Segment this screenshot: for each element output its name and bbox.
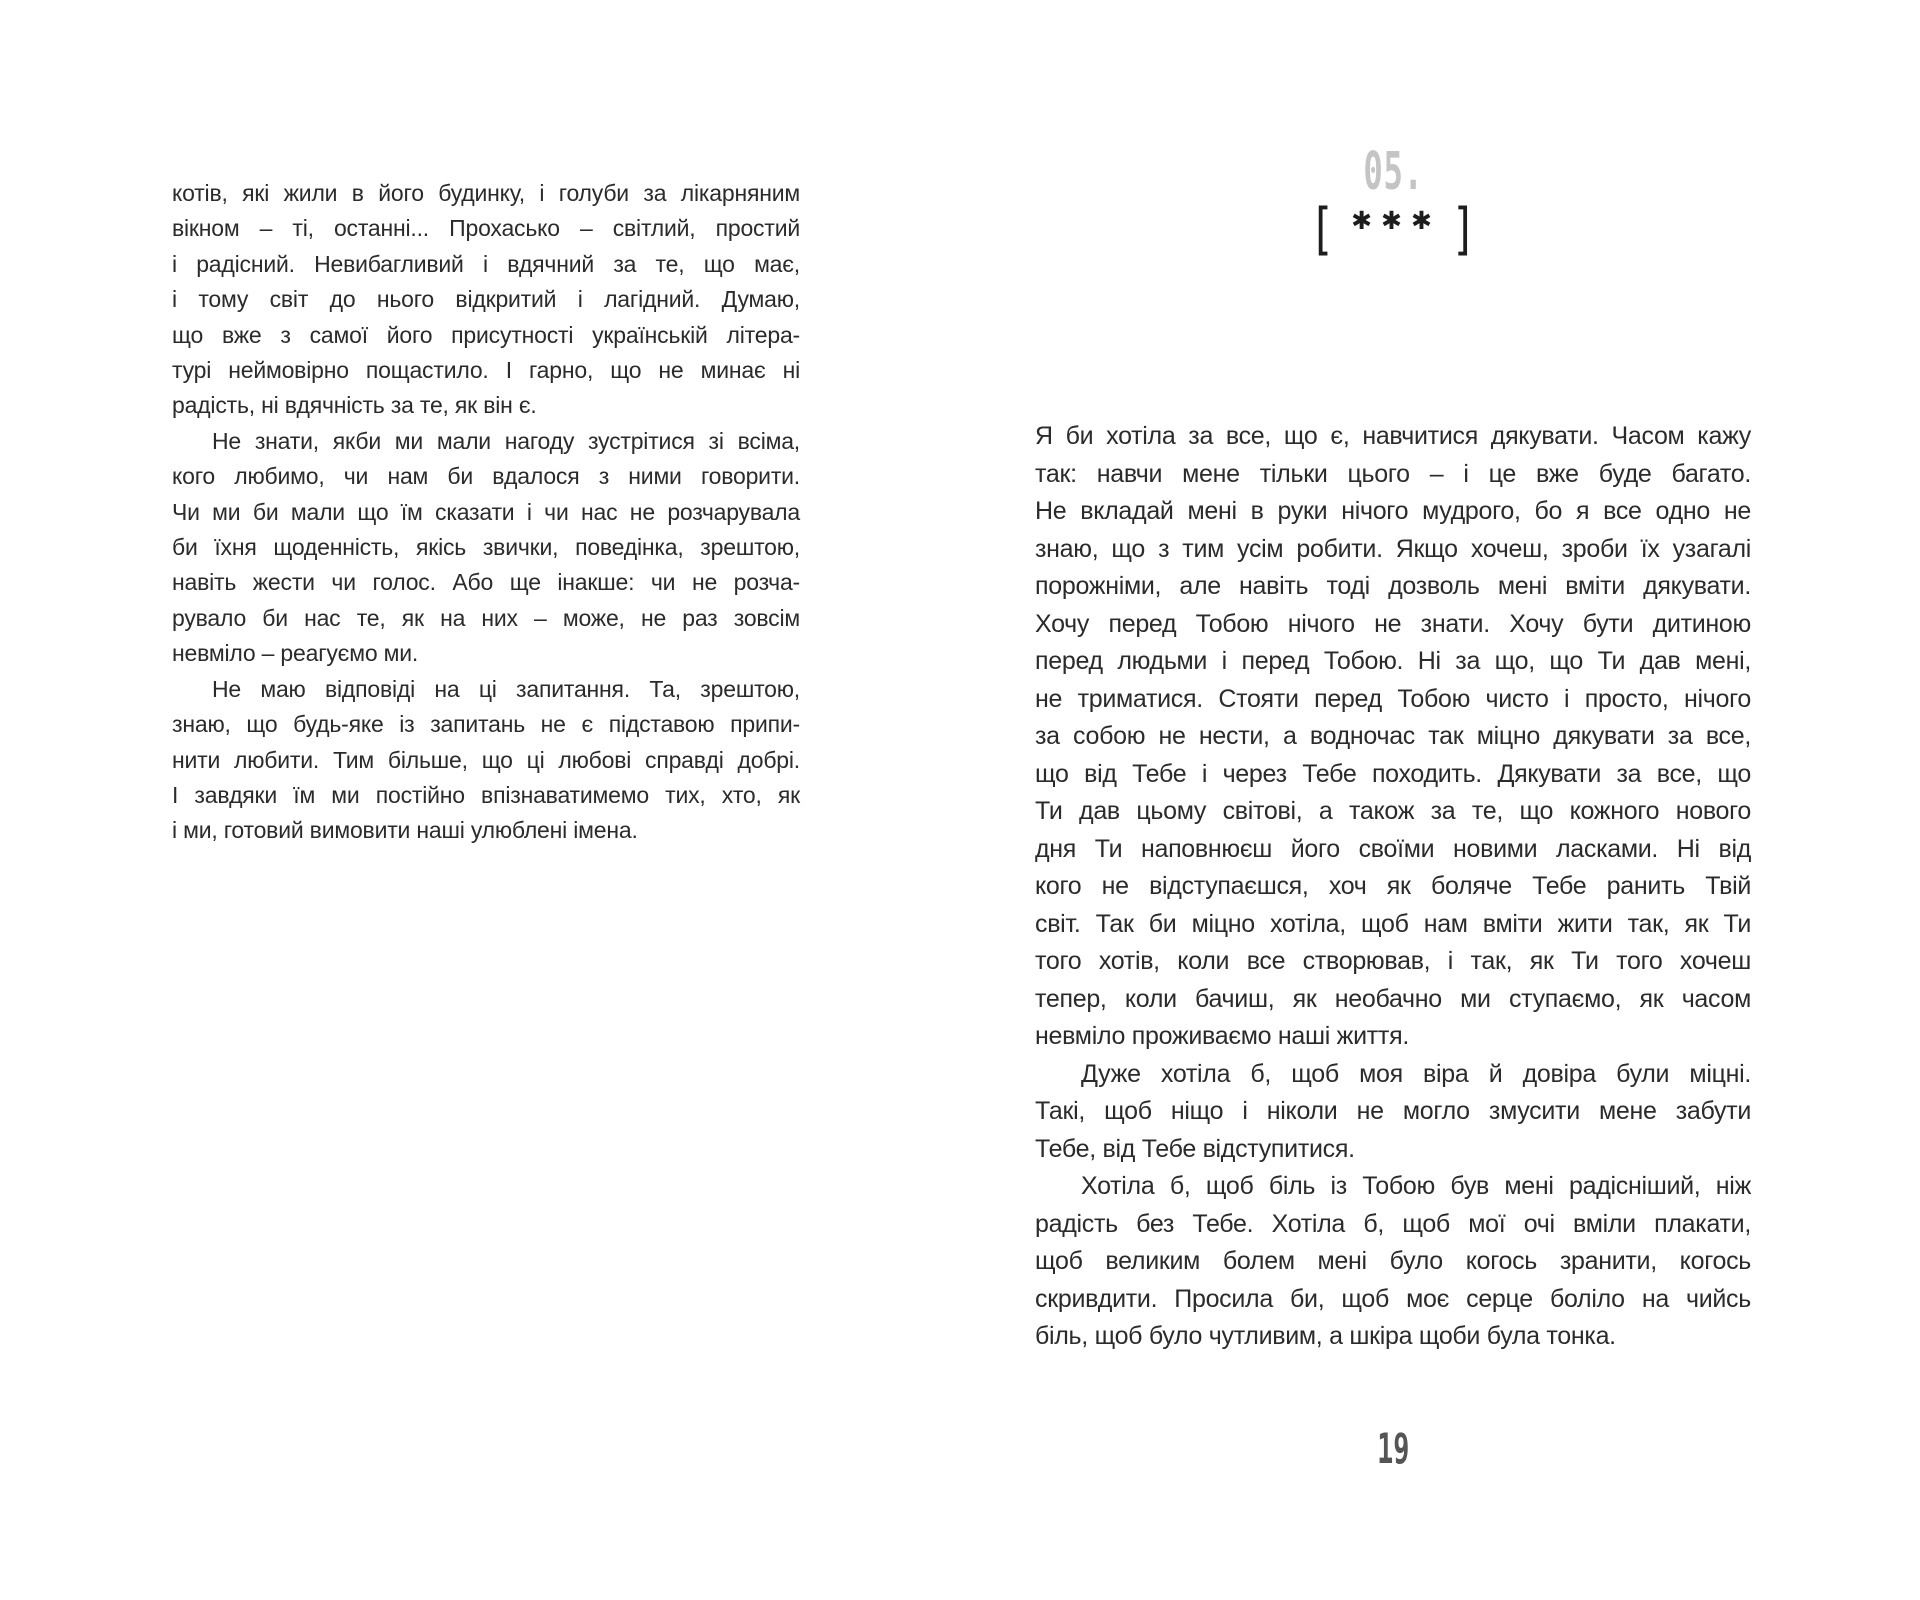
- text-line: щоб великим болем мені було когось зранити, когось: [1035, 1247, 1751, 1275]
- text-line: радість без Тебе. Хотіла б, щоб мої очі вміли плакати,: [1035, 1209, 1751, 1238]
- text-line: Тебе, від Тебе відступитися.: [1035, 1134, 1355, 1163]
- text-line: знаю, що з тим усім робити. Якщо хочеш, зроби їх узагалі: [1035, 534, 1751, 563]
- section-separator: [1035, 197, 1751, 262]
- text-line: так: навчи мене тільки цього – і це вже буде багато.: [1035, 459, 1751, 488]
- chapter-header: [1035, 142, 1751, 202]
- text-line: Хочу перед Тобою нічого не знати. Хочу бути дитиною: [1035, 609, 1751, 638]
- text-line: навіть жести чи голос. Або ще інакше: чи не розча-: [172, 569, 800, 596]
- text-line: турі неймовірно пощастило. І гарно, що не минає ні: [172, 357, 800, 384]
- text-line: вікном – ті, останні... Прохасько – світлий, простий: [172, 215, 800, 242]
- text-line: світ. Так би міцно хотіла, щоб нам вміти жити так, як Ти: [1035, 909, 1751, 938]
- text-line: порожніми, але навіть тоді дозволь мені вміти дякувати.: [1035, 572, 1751, 600]
- text-line: кого не відступаєшся, хоч як боляче Тебе ранить Твій: [1035, 872, 1751, 900]
- right-page-text: [1035, 418, 1751, 1356]
- section-mark-open-bracket: [: [1309, 197, 1335, 262]
- text-line: знаю, що будь-яке із запитань не є підставою припи-: [172, 711, 800, 738]
- text-line: невміло – реагуємо ми.: [172, 640, 419, 667]
- text-line: дня Ти наповнюєш його своїми новими ласками. Ні від: [1035, 834, 1751, 863]
- text-line: кого любимо, чи нам би вдалося з ними говорити.: [172, 463, 800, 490]
- text-line: біль, щоб було чутливим, а шкіра щоби була тонка.: [1035, 1322, 1616, 1350]
- text-line: котів, які жили в його будинку, і голуби за лікарняним: [172, 180, 800, 206]
- text-line: Не знати, якби ми мали нагоду зустрітися зі всіма,: [212, 427, 800, 454]
- text-line: того хотів, коли все створював, і так, як Ти того хочеш: [1035, 947, 1751, 975]
- text-line: би їхня щоденність, якісь звички, поведінка, зрештою,: [172, 534, 800, 561]
- text-line: тепер, коли бачиш, як необачно ми ступаємо, як часом: [1035, 984, 1751, 1013]
- text-line: Не маю відповіді на ці запитання. Та, зрештою,: [212, 675, 800, 702]
- asterisks-icon: ✱✱✱: [1351, 206, 1441, 235]
- left-page-text: [172, 176, 800, 849]
- text-line: рувало би нас те, як на них – може, не раз зовсім: [172, 604, 800, 631]
- text-line: перед людьми і перед Тобою. Ні за що, що Ти дав мені,: [1035, 647, 1751, 675]
- text-line: Дуже хотіла б, щоб моя віра й довіра були міцні.: [1081, 1059, 1751, 1088]
- text-line: Хотіла б, щоб біль із Тобою був мені радісніший, ніж: [1081, 1172, 1751, 1200]
- page-number-area: [1035, 1424, 1751, 1473]
- text-line: Ти дав цьому світові, а також за те, що кожного нового: [1035, 797, 1751, 825]
- text-line: і ми, готовий вимовити наші улюблені імена.: [172, 817, 638, 844]
- text-line: що від Тебе і через Тебе походить. Дякувати за все, що: [1035, 759, 1751, 788]
- text-line: Я би хотіла за все, що є, навчитися дякувати. Часом кажу: [1035, 422, 1751, 450]
- text-line: радість, ні вдячність за те, як він є.: [172, 392, 537, 419]
- text-line: невміло проживаємо наші життя.: [1035, 1022, 1409, 1050]
- text-line: нити любити. Тим більше, що ці любові справді добрі.: [172, 746, 800, 773]
- text-line: не триматися. Стояти перед Тобою чисто і просто, нічого: [1035, 684, 1751, 713]
- text-line: і тому світ до нього відкритий і лагідний. Думаю,: [172, 286, 800, 313]
- text-line: Такі, щоб ніщо і ніколи не могло змусити мене забути: [1035, 1097, 1751, 1125]
- text-line: Не вкладай мені в руки нічого мудрого, бо я все одно не: [1035, 497, 1751, 525]
- text-line: скривдити. Просила би, щоб моє серце боліло на чийсь: [1035, 1284, 1751, 1313]
- chapter-number: 05.: [1362, 142, 1424, 202]
- section-mark-close-bracket: ]: [1451, 197, 1477, 262]
- text-line: і радісний. Невибагливий і вдячний за те, що має,: [172, 250, 800, 277]
- text-line: І завдяки їм ми постійно впізнаватимемо тих, хто, як: [172, 781, 800, 808]
- text-line: за собою не нести, а водночас так міцно дякувати за все,: [1035, 722, 1751, 750]
- text-line: Чи ми би мали що їм сказати і чи нас не розчарувала: [172, 498, 800, 525]
- page-number: 19: [1376, 1424, 1410, 1473]
- text-line: що вже з самої його присутності українській літера-: [172, 321, 800, 348]
